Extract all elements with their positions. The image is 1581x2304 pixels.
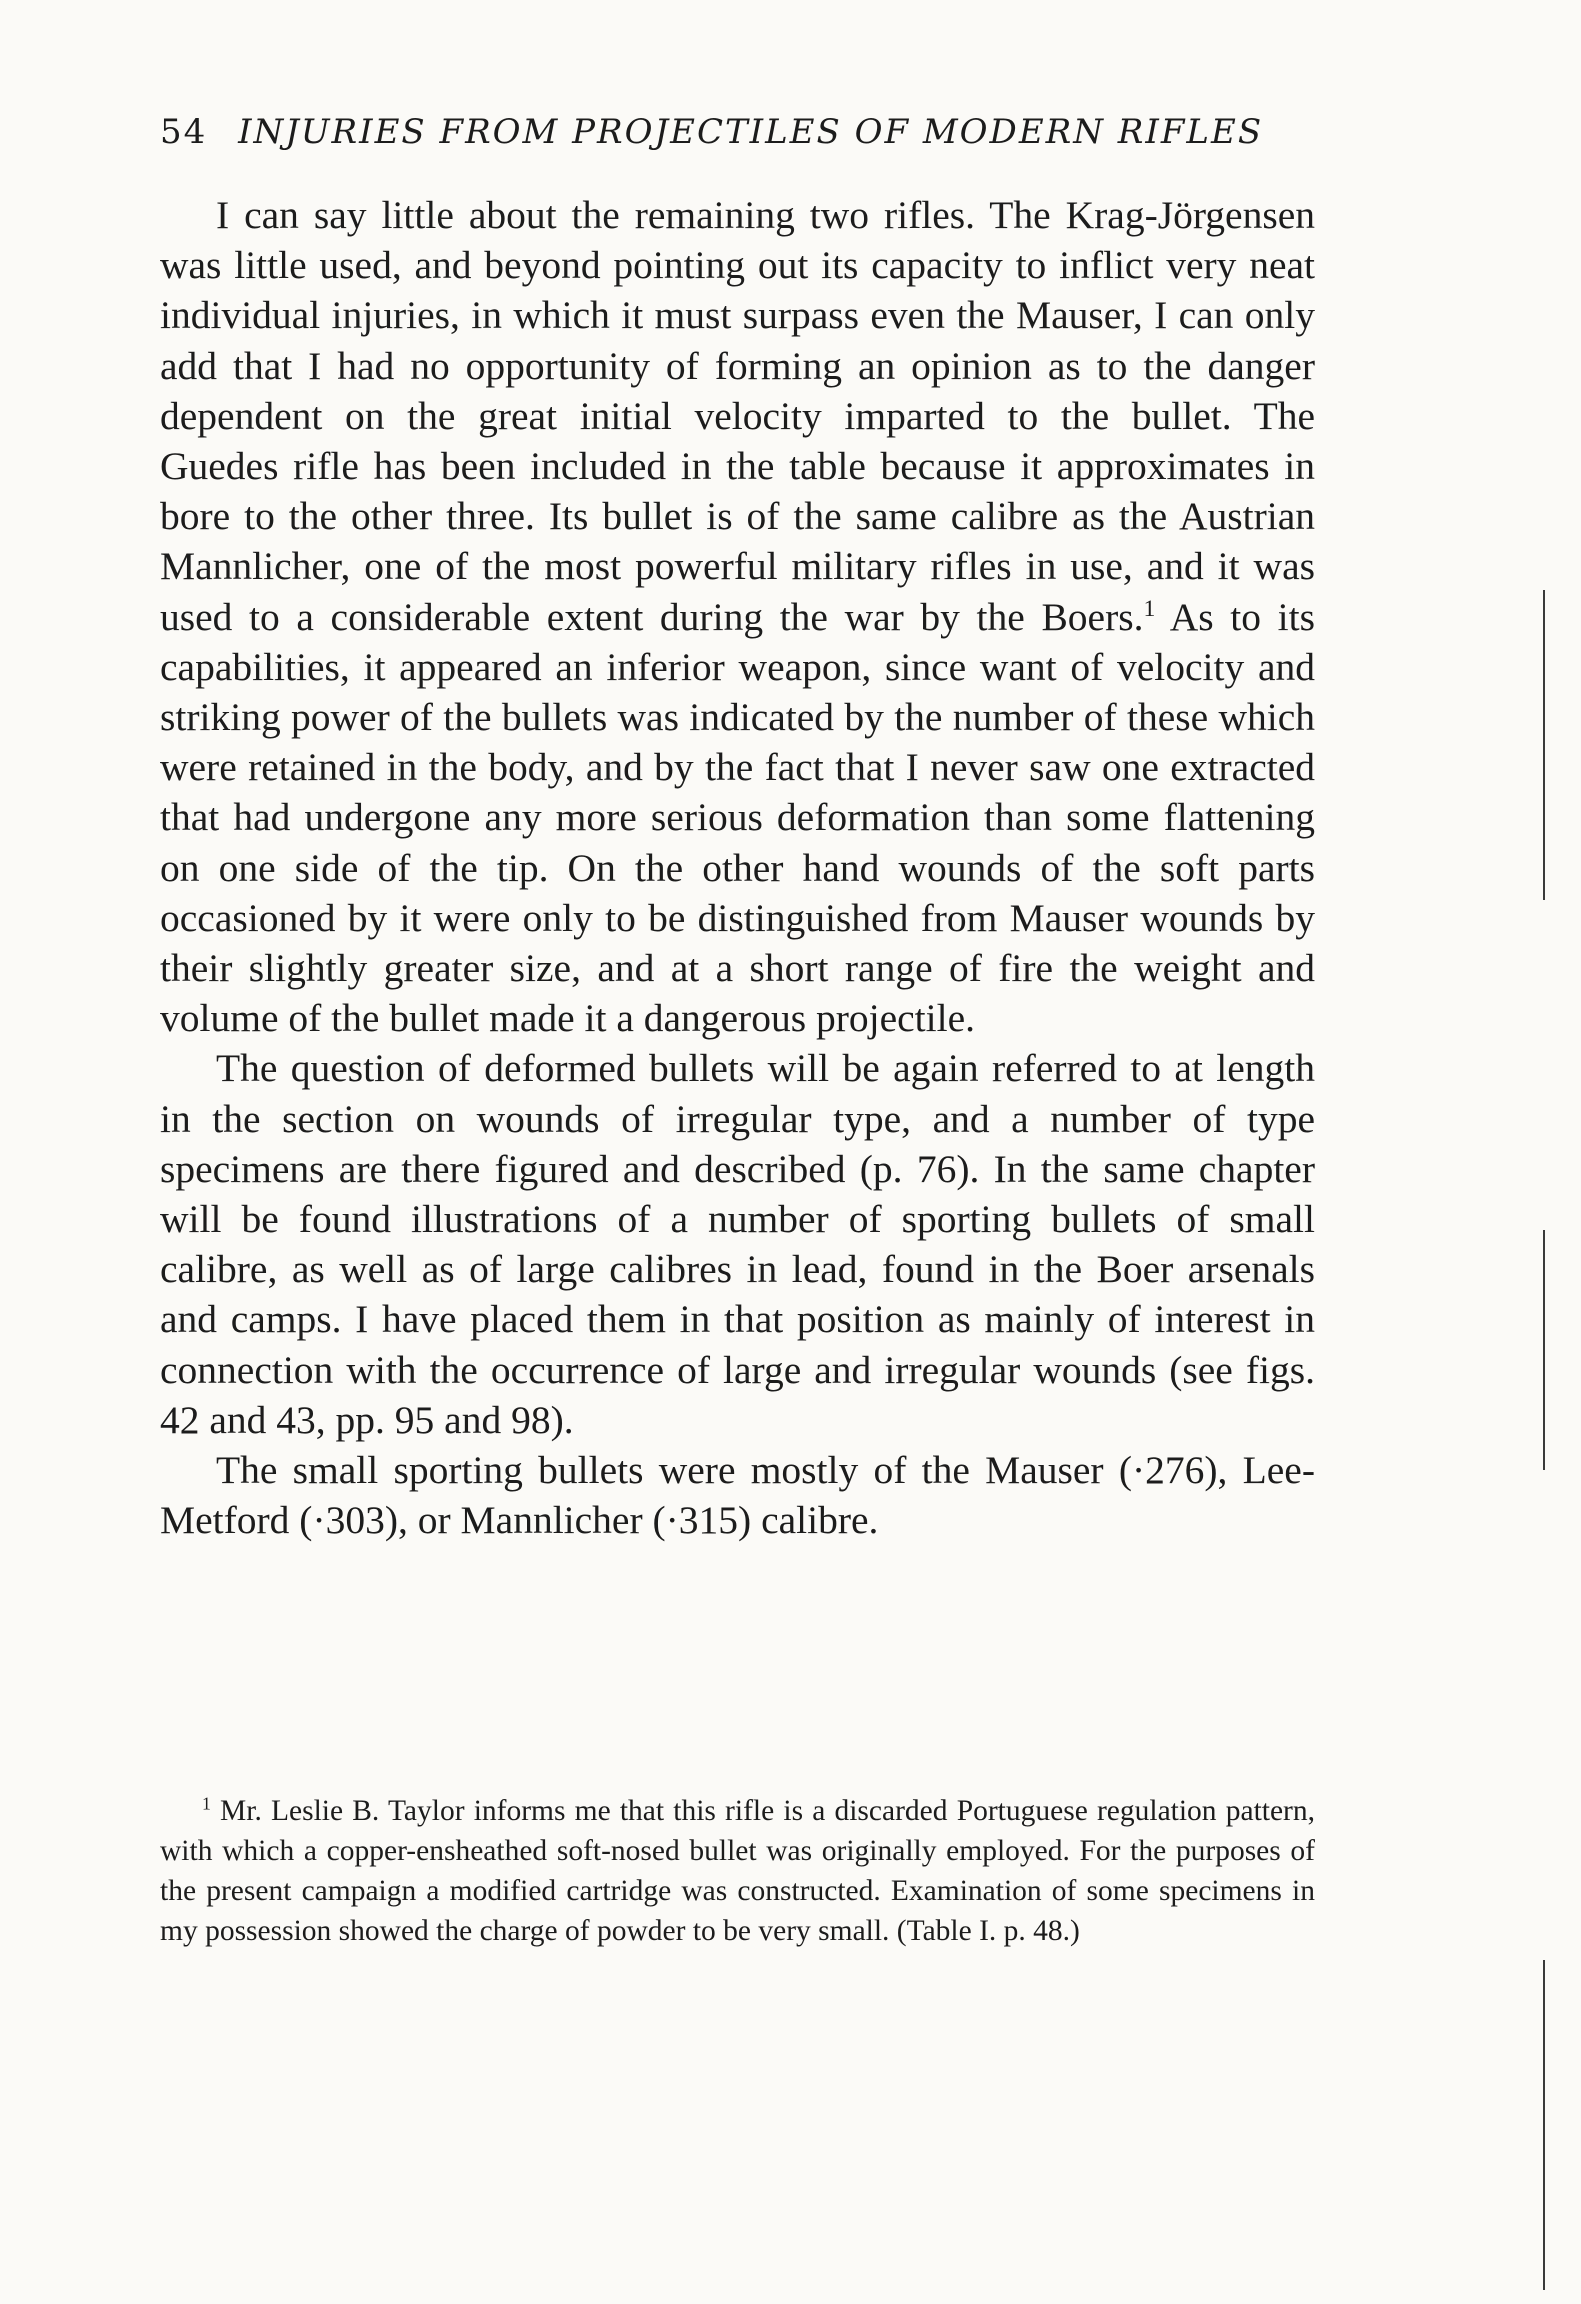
footnote-marker: 1: [202, 1793, 211, 1814]
footnote-paragraph: [160, 1791, 1315, 1951]
paragraph-text: As to its capabilities, it appeared an inferior weapon, since want of velocity and striking power of the bullets was indicated by the number of these which were retained in the body, and by the fact that I never saw one extracted that had undergone any more serious deformation than some flattening on one side of the tip. On the other hand wounds of the soft parts occasioned by it were only to be distinguished from Mauser wounds by their slightly greater size, and at a short range of fire the weight and volume of the bullet made it a dangerous projectile.: [160, 594, 1315, 1041]
footnote: [160, 1791, 1315, 1951]
footnote-reference[interactable]: 1: [1143, 595, 1156, 622]
paragraph: The question of deformed bullets will be again referred to at length in the section on wounds of irregular type, and a number of type specimens are there figured and described (p. 76). In the same chapter will be found illustrations of a number of sporting bullets of small calibre, as well as of large calibres in lead, found in the Boer arsenals and camps. I have placed them in that position as mainly of interest in connection with the occurrence of large and irregular wounds (see figs. 42 and 43, pp. 95 and 98).: [160, 1046, 1315, 1442]
footnote-text: Mr. Leslie B. Taylor informs me that this rifle is a discarded Portuguese regulation pattern, with which a copper-ensheathed soft-nosed bullet was originally employed. For the purposes of the present campaign a modified cartridge was constructed. Examination of some specimens in my possession showed the charge of powder to be very small. (Table I. p. 48.): [160, 1795, 1316, 1947]
page-edge-shadow: [1543, 1960, 1545, 2290]
paragraph: The small sporting bullets were mostly of the Mauser (·276), Lee-Metford (·303), or Mannlicher (·315) calibre.: [160, 1448, 1315, 1543]
page-edge-shadow: [1543, 590, 1545, 900]
running-header: [160, 112, 1315, 152]
paragraph-text: I can say little about the remaining two rifles. The Krag-Jörgensen was little used, and beyond pointing out its capacity to inflict very neat individual injuries, in which it must surpass even the Mauser, I can only add that I had no opportunity of forming an opinion as to the danger dependent on the great initial velocity imparted to the bullet. The Guedes rifle has been included in the table because it approximates in bore to the other three. Its bullet is of the same calibre as the Austrian Mannlicher, one of the most powerful military rifles in use, and it was used to a considerable extent during the war by the Boers.: [160, 193, 1315, 639]
running-title: INJURIES FROM PROJECTILES OF MODERN RIFLES: [238, 112, 1264, 152]
main-text: [160, 190, 1315, 1545]
page-edge-shadow: [1543, 760, 1545, 840]
paragraph: [160, 190, 1315, 1043]
page-edge-shadow: [1543, 1230, 1545, 1470]
page-number: 54: [160, 112, 208, 152]
